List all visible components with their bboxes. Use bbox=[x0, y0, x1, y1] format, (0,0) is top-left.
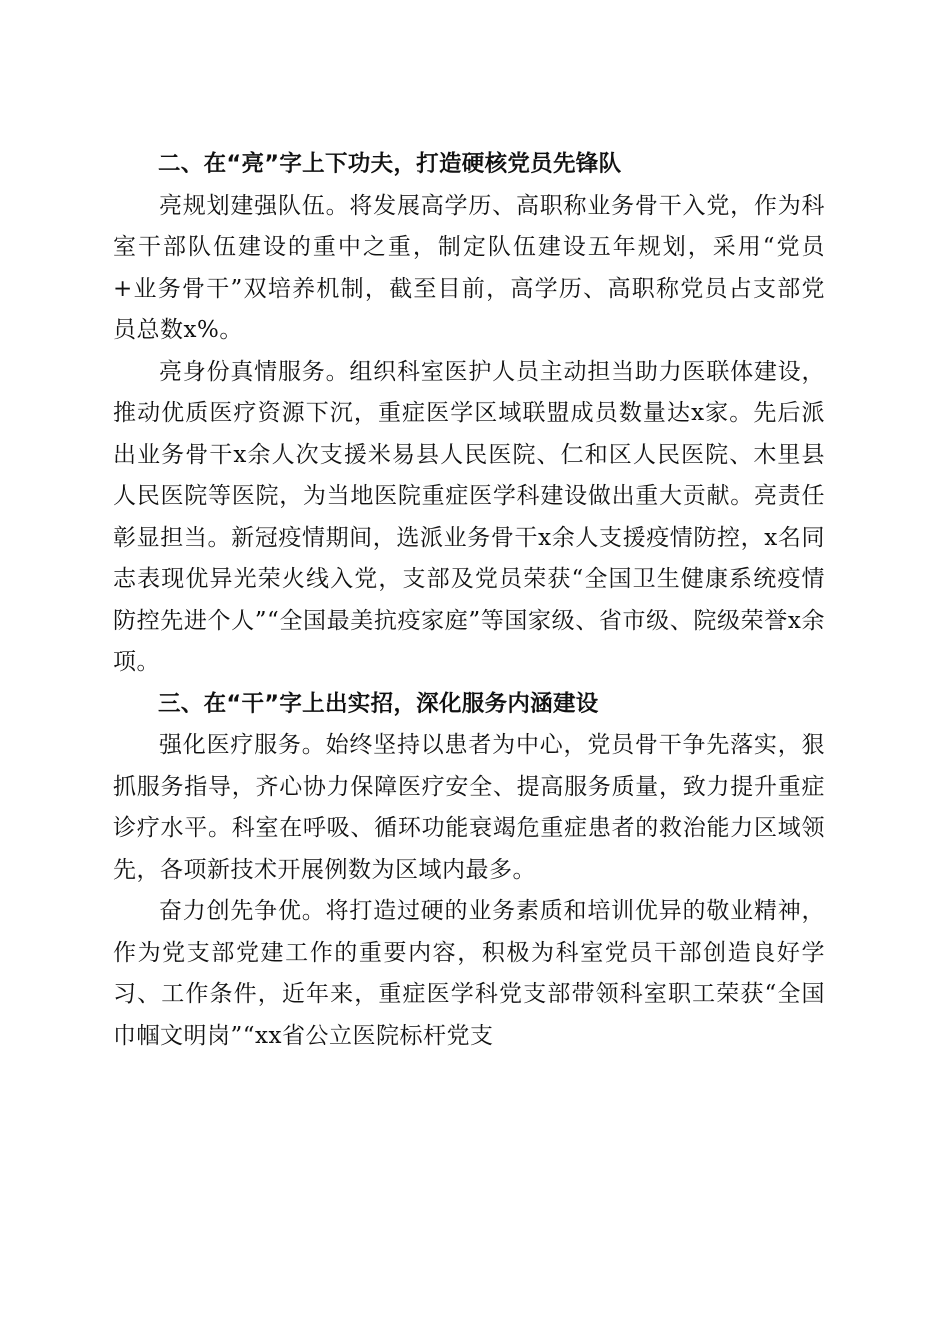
paragraph-team-building: 亮规划建强队伍。将发展高学历、高职称业务骨干入党，作为科室干部队伍建设的重中之重，制定队伍建设五年规划，采用“党员+业务骨干”双培养机制，截至目前，高学历、高职称党员占支部党员总数x%。 bbox=[113, 192, 825, 343]
section-heading-gan: 三、在“干”字上出实招，深化服务内涵建设 bbox=[158, 690, 599, 717]
paragraph-identity-service: 亮身份真情服务。组织科室医护人员主动担当助力医联体建设，推动优质医疗资源下沉，重症医学区域联盟成员数量达x家。先后派出业务骨干x余人次支援米易县人民医院、仁和区人民医院、木里县人民医院等医院，为当地医院重症医学科建设做出重大贡献。亮责任彰显担当。新冠疫情期间，选派业务骨干x余人支援疫情防控，x名同志表现优异光荣火线入党，支部及党员荣获“全国卫生健康系统疫情防控先进个人”“全国最美抗疫家庭”等国家级、省市级、院级荣誉x余项。 bbox=[113, 358, 825, 675]
document-body bbox=[113, 144, 825, 1057]
paragraph-medical-service: 强化医疗服务。始终坚持以患者为中心，党员骨干争先落实，狠抓服务指导，齐心协力保障医疗安全、提高服务质量，致力提升重症诊疗水平。科室在呼吸、循环功能衰竭危重症患者的救治能力区域领先，各项新技术开展例数为区域内最多。 bbox=[113, 732, 825, 883]
paragraph-excellence: 奋力创先争优。将打造过硬的业务素质和培训优异的敬业精神，作为党支部党建工作的重要内容，积极为科室党员干部创造良好学习、工作条件，近年来，重症医学科党支部带领科室职工荣获“全国巾帼文明岗”“xx省公立医院标杆党支 bbox=[113, 898, 825, 1049]
section-heading-liang: 二、在“亮”字上下功夫，打造硬核党员先锋队 bbox=[158, 151, 622, 177]
